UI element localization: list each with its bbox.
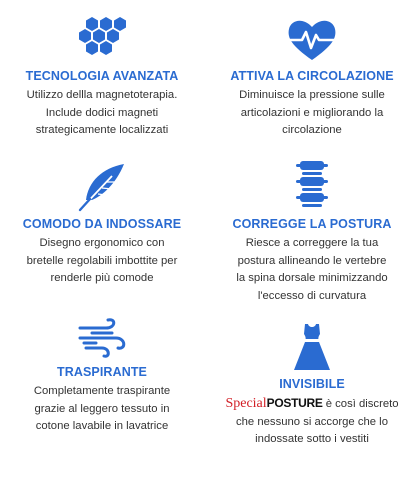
description-line: circolazione [282,124,342,136]
special-posture-logo [225,396,322,411]
brand-special: Special [225,396,267,411]
hexagon-cluster-icon [72,16,132,64]
description-line: la spina dorsale minimizzando [236,272,388,284]
feature-title: TECNOLOGIA AVANZATA [25,69,179,83]
wind-icon [72,316,132,360]
feather-icon [72,162,132,212]
description-line: grazie al leggero tessuto in [34,402,170,415]
description-line: postura allineando le vertebre [237,254,387,267]
description-line: Completamente traspirante [33,385,171,397]
description-line: Disegno ergonomico con [39,237,165,249]
feature-title: TRASPIRANTE [57,365,147,379]
brand-line [214,395,410,414]
spine-icon [282,160,342,212]
description-line: bretelle regolabili imbottite per [26,254,178,267]
feature-description [4,235,200,288]
feature-advanced-technology [4,16,200,140]
description-line: che nessuno si accorge che lo [236,415,388,428]
description-line: renderle più comode [50,272,154,284]
feature-description [214,235,410,305]
description-line: Riesce a correggere la tua [245,237,379,249]
description-line: articolazioni e migliorando la [240,106,384,119]
dress-icon [282,322,342,372]
feature-title: INVISIBILE [279,377,345,391]
feature-invisible [214,322,410,449]
description-line: l'eccesso di curvatura [257,289,367,302]
feature-description [214,395,410,449]
heart-pulse-icon [282,16,342,64]
description-line: Include dodici magneti [45,106,159,119]
description-line: indossate sotto i vestiti [255,433,369,445]
description-line: cotone lavabile in lavatrice [35,420,169,432]
feature-title: COMODO DA INDOSSARE [22,217,182,231]
description-line: Diminuisce la pressione sulle [239,89,385,101]
brand-suffix-text: è così discreto [322,398,399,410]
feature-comfortable [4,162,200,288]
feature-circulation [214,16,410,140]
feature-title: ATTIVA LA CIRCOLAZIONE [230,69,394,83]
description-line: Utilizzo dellla magnetoterapia. [26,89,178,101]
feature-description [4,383,200,436]
feature-breathable [4,316,200,436]
description-line: strategicamente localizzati [35,124,169,136]
brand-posture: POSTURE [266,396,323,410]
feature-description [4,87,200,140]
feature-description [214,87,410,140]
feature-posture [214,160,410,305]
feature-title: CORREGGE LA POSTURA [232,217,392,231]
